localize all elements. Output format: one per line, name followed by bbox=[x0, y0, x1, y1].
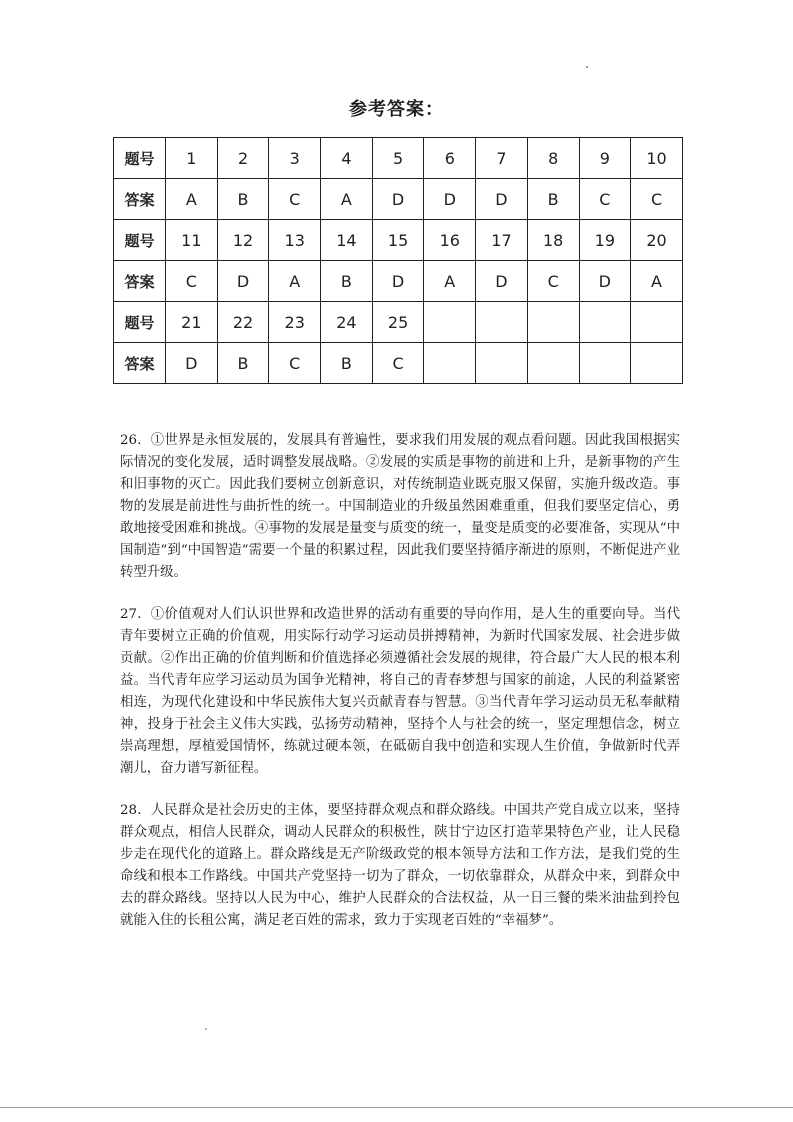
table-cell: A bbox=[166, 179, 218, 220]
table-cell bbox=[631, 302, 683, 343]
table-cell: D bbox=[476, 179, 528, 220]
table-row bbox=[114, 343, 683, 384]
table-cell: B bbox=[321, 261, 373, 302]
table-cell: C bbox=[269, 343, 321, 384]
table-cell: 11 bbox=[166, 220, 218, 261]
table-cell bbox=[424, 343, 476, 384]
table-cell bbox=[476, 343, 528, 384]
table-cell: 5 bbox=[372, 138, 424, 179]
table-cell: 9 bbox=[579, 138, 631, 179]
table-cell: C bbox=[166, 261, 218, 302]
table-cell: 8 bbox=[527, 138, 579, 179]
table-cell: 13 bbox=[269, 220, 321, 261]
table-cell bbox=[476, 302, 528, 343]
table-cell: C bbox=[372, 343, 424, 384]
scan-dot bbox=[586, 66, 588, 68]
row-label: 答案 bbox=[114, 261, 166, 302]
table-cell: 19 bbox=[579, 220, 631, 261]
scan-dot bbox=[205, 1028, 207, 1030]
table-cell: C bbox=[579, 179, 631, 220]
table-cell: D bbox=[424, 179, 476, 220]
table-cell: B bbox=[527, 179, 579, 220]
table-cell: D bbox=[166, 343, 218, 384]
row-label: 题号 bbox=[114, 138, 166, 179]
table-cell: 23 bbox=[269, 302, 321, 343]
solution-27: 27．①价值观对人们认识世界和改造世界的活动有重要的导向作用，是人生的重要向导。当代青年要树立正确的价值观，用实际行动学习运动员拼搏精神，为新时代国家发展、社会进步做贡献。②作出正确的价值判断和价值选择必须遵循社会发展的规律，符合最广大人民的根本利益。当代青年应学习运动员为国争光精神，将自己的青春梦想与国家的前途，人民的利益紧密相连，为现代化建设和中华民族伟大复兴贡献青春与智慧。③当代青年学习运动员无私奉献精神，投身于社会主义伟大实践，弘扬劳动精神，坚持个人与社会的统一，坚定理想信念，树立崇高理想，厚植爱国情怀，练就过硬本领，在砥砺自我中创造和实现人生价值，争做新时代弄潮儿，奋力谱写新征程。 bbox=[120, 607, 680, 776]
table-cell: 24 bbox=[321, 302, 373, 343]
table-cell: 20 bbox=[631, 220, 683, 261]
table-cell: 21 bbox=[166, 302, 218, 343]
table-cell: 18 bbox=[527, 220, 579, 261]
row-label: 答案 bbox=[114, 179, 166, 220]
table-cell: D bbox=[372, 179, 424, 220]
table-cell: D bbox=[476, 261, 528, 302]
solutions-section bbox=[120, 430, 680, 952]
table-cell bbox=[424, 302, 476, 343]
table-cell bbox=[631, 343, 683, 384]
table-cell: 25 bbox=[372, 302, 424, 343]
table-cell: B bbox=[217, 343, 269, 384]
table-cell: D bbox=[372, 261, 424, 302]
table-row bbox=[114, 220, 683, 261]
table-row bbox=[114, 302, 683, 343]
solution-28: 28．人民群众是社会历史的主体，要坚持群众观点和群众路线。中国共产党自成立以来，坚持群众观点，相信人民群众，调动人民群众的积极性，陕甘宁边区打造苹果特色产业，让人民稳步走在现代化的道路上。群众路线是无产阶级政党的根本领导方法和工作方法，是我们党的生命线和根本工作路线。中国共产党坚持一切为了群众，一切依靠群众，从群众中来，到群众中去的群众路线。坚持以人民为中心，维护人民群众的合法权益，从一日三餐的柴米油盐到拎包就能入住的长租公寓，满足老百姓的需求，致力于实现老百姓的“幸福梦”。 bbox=[120, 803, 680, 928]
answer-table bbox=[113, 137, 683, 384]
row-label: 答案 bbox=[114, 343, 166, 384]
table-cell: D bbox=[217, 261, 269, 302]
table-cell: 22 bbox=[217, 302, 269, 343]
table-row bbox=[114, 138, 683, 179]
table-cell: 10 bbox=[631, 138, 683, 179]
table-cell bbox=[527, 343, 579, 384]
row-label: 题号 bbox=[114, 220, 166, 261]
table-cell: A bbox=[269, 261, 321, 302]
row-label: 题号 bbox=[114, 302, 166, 343]
table-cell bbox=[579, 343, 631, 384]
table-cell bbox=[579, 302, 631, 343]
table-row bbox=[114, 261, 683, 302]
table-cell: 1 bbox=[166, 138, 218, 179]
table-cell: 14 bbox=[321, 220, 373, 261]
solution-26: 26．①世界是永恒发展的，发展具有普遍性，要求我们用发展的观点看问题。因此我国根据实际情况的变化发展，适时调整发展战略。②发展的实质是事物的前进和上升，是新事物的产生和旧事物的灭亡。因此我们要树立创新意识，对传统制造业既克服又保留，实施升级改造。事物的发展是前进性与曲折性的统一。中国制造业的升级虽然困难重重，但我们要坚定信心，勇敢地接受困难和挑战。④事物的发展是量变与质变的统一，量变是质变的必要准备，实现从“中国制造”到“中国智造”需要一个量的积累过程，因此我们要坚持循序渐进的原则，不断促进产业转型升级。 bbox=[120, 433, 680, 580]
table-cell: 6 bbox=[424, 138, 476, 179]
table-cell bbox=[527, 302, 579, 343]
table-cell: 3 bbox=[269, 138, 321, 179]
table-cell: 4 bbox=[321, 138, 373, 179]
table-cell: C bbox=[631, 179, 683, 220]
page-footer-divider bbox=[0, 1107, 793, 1108]
table-cell: A bbox=[631, 261, 683, 302]
page-title: 参考答案： bbox=[349, 99, 444, 120]
table-cell: B bbox=[217, 179, 269, 220]
table-row bbox=[114, 179, 683, 220]
table-cell: 15 bbox=[372, 220, 424, 261]
table-cell: 17 bbox=[476, 220, 528, 261]
table-cell: 16 bbox=[424, 220, 476, 261]
table-cell: D bbox=[579, 261, 631, 302]
table-cell: B bbox=[321, 343, 373, 384]
table-cell: C bbox=[527, 261, 579, 302]
table-cell: 12 bbox=[217, 220, 269, 261]
table-cell: C bbox=[269, 179, 321, 220]
table-cell: A bbox=[321, 179, 373, 220]
table-cell: A bbox=[424, 261, 476, 302]
table-cell: 7 bbox=[476, 138, 528, 179]
table-cell: 2 bbox=[217, 138, 269, 179]
